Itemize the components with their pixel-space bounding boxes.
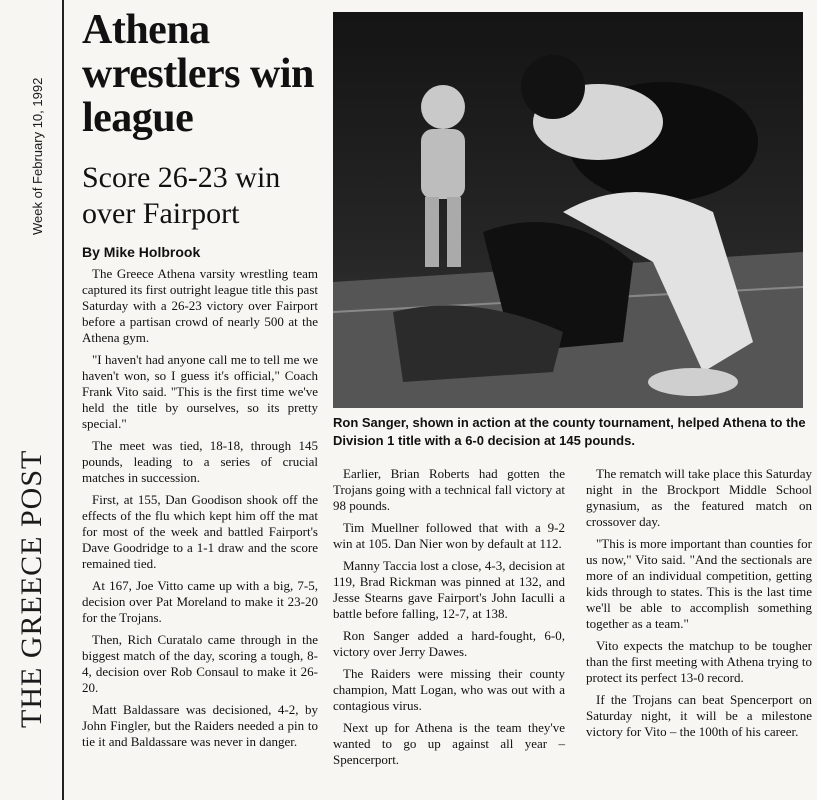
paragraph: Vito expects the matchup to be tougher than the first meeting with Athena trying to protect its perfect 13-0 record. xyxy=(586,638,812,685)
paragraph: The Raiders were missing their county champion, Matt Logan, who was out with a contagious virus. xyxy=(333,666,565,713)
wrestling-photo xyxy=(333,12,803,408)
article-column-3 xyxy=(586,466,812,746)
paragraph: Earlier, Brian Roberts had gotten the Trojans going with a technical fall victory at 98 pounds. xyxy=(333,466,565,513)
paragraph: If the Trojans can beat Spencerport on Saturday night, it will be a milestone victory for Vito – the 100th of his career. xyxy=(586,692,812,739)
paragraph: At 167, Joe Vitto came up with a big, 7-5, decision over Pat Moreland to make it 23-20 for the Trojans. xyxy=(82,578,318,625)
paragraph: "This is more important than counties for us now," Vito said. "And the sectionals are more of an individual competition, getting kids through to states. This is the last time we'll be able to accomplish something together as a team." xyxy=(586,536,812,631)
paragraph: The meet was tied, 18-18, through 145 pounds, leading to a series of crucial matches in succession. xyxy=(82,438,318,485)
paragraph: Matt Baldassare was decisioned, 4-2, by John Fingler, but the Raiders needed a pin to tie it and Baldassare was never in danger. xyxy=(82,702,318,749)
masthead-sidebar xyxy=(0,0,64,800)
issue-date: Week of February 10, 1992 xyxy=(30,77,45,235)
headline: Athena wrestlers win league xyxy=(82,7,314,141)
paragraph: Manny Taccia lost a close, 4-3, decision at 119, Brad Rickman was pinned at 132, and Jesse Stearns gave Fairport's John Iaculli a battle before falling, 12-7, at 138. xyxy=(333,558,565,621)
newspaper-name: THE GREECE POST xyxy=(15,449,48,728)
paragraph: Ron Sanger added a hard-fought, 6-0, victory over Jerry Dawes. xyxy=(333,628,565,659)
paragraph: "I haven't had anyone call me to tell me we haven't won, so I guess it's official," Coach Frank Vito said. "This is the first time we've held the title by ourselves, so its pretty special." xyxy=(82,352,318,431)
photo-caption: Ron Sanger, shown in action at the county tournament, helped Athena to the Division 1 title with a 6-0 decision at 145 pounds. xyxy=(333,415,806,448)
article-column-1 xyxy=(82,266,318,756)
paragraph: Tim Muellner followed that with a 9-2 win at 105. Dan Nier won by default at 112. xyxy=(333,520,565,551)
paragraph: First, at 155, Dan Goodison shook off the effects of the flu which kept him off the mat for most of the week and battled Fairport's Dave Goodridge to a 1-1 draw and the score remained tied. xyxy=(82,492,318,571)
paragraph: The rematch will take place this Saturday night in the Brockport Middle School gynasium, as the featured match on crossover day. xyxy=(586,466,812,529)
paragraph: Then, Rich Curatalo came through in the biggest match of the day, scoring a tough, 8-4, decision over Rob Consaul to make it 26-20. xyxy=(82,632,318,695)
paragraph: The Greece Athena varsity wrestling team captured its first outright league title this past Saturday with a 26-23 victory over Fairport before a partisan crowd of nearly 500 at the Athena gym. xyxy=(82,266,318,345)
paragraph: Next up for Athena is the team they've wanted to go up against all year – Spencerport. xyxy=(333,720,565,767)
article-column-2 xyxy=(333,466,565,774)
byline: By Mike Holbrook xyxy=(82,244,201,260)
subheadline: Score 26-23 win over Fairport xyxy=(82,161,281,230)
